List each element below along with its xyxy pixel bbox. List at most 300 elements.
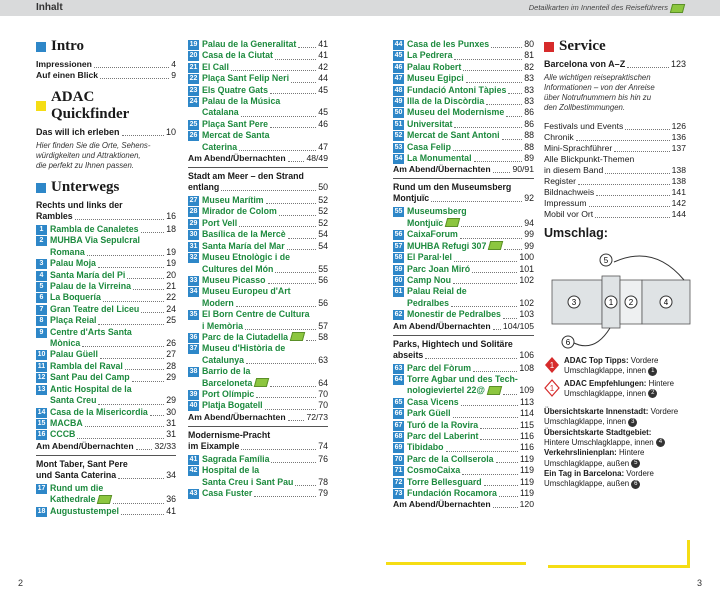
entry-body xyxy=(407,374,534,397)
legend-label: Verkehrslinienplan: xyxy=(544,448,617,458)
number-badge: 43 xyxy=(189,490,198,497)
entry-line xyxy=(202,275,328,286)
umschlag-title: Umschlag: xyxy=(544,226,608,240)
entry-body xyxy=(50,384,176,407)
entry-title: Universitat xyxy=(407,118,453,129)
entry-body xyxy=(407,252,534,263)
toc-title: Auf einen Blick xyxy=(36,70,99,80)
toc-row[interactable] xyxy=(544,176,686,187)
entry-title: Fundación Rocamora xyxy=(407,488,497,498)
toc-entry[interactable] xyxy=(393,488,534,499)
entry-line xyxy=(202,389,328,400)
legend-maps xyxy=(544,407,686,489)
entry-title: Tibidabo xyxy=(407,442,444,453)
toc-entry[interactable] xyxy=(393,397,534,408)
toc-entry[interactable] xyxy=(188,366,328,389)
toc-entry[interactable] xyxy=(188,488,328,499)
leader-dots xyxy=(287,249,317,250)
entry-title: i Memòria xyxy=(202,320,244,331)
toc-entry[interactable] xyxy=(188,309,328,332)
toc-entry[interactable] xyxy=(188,62,328,73)
entry-page: 57 xyxy=(318,320,328,331)
toc-entry[interactable] xyxy=(393,85,534,96)
toc-entry[interactable] xyxy=(393,477,534,488)
column-2 xyxy=(188,39,328,499)
toc-entry[interactable] xyxy=(393,206,534,229)
toc-page: 32/33 xyxy=(154,440,176,451)
leader-dots xyxy=(133,289,164,290)
leader-dots xyxy=(506,116,522,117)
entry-title: Parc del Fòrum xyxy=(407,362,472,373)
toc-row[interactable] xyxy=(36,211,176,222)
entry-page: 56 xyxy=(318,297,328,308)
entry-title: nologieviertel 22@ xyxy=(407,385,485,396)
toc-entry[interactable] xyxy=(36,372,176,383)
leader-dots xyxy=(265,409,317,410)
toc-entry[interactable] xyxy=(188,50,328,61)
entry-title: La Boquería xyxy=(50,292,101,303)
entry-title: La Monumental xyxy=(407,153,472,164)
legend-empfehlungen xyxy=(544,379,686,400)
entry-page: 82 xyxy=(524,61,534,72)
number-badge: 67 xyxy=(394,421,403,429)
toc-entry[interactable] xyxy=(393,408,534,419)
toc-page: 72/73 xyxy=(306,411,328,422)
number-badge: 27 xyxy=(189,197,198,205)
toc-entry[interactable] xyxy=(188,195,328,206)
entry-body xyxy=(202,389,328,400)
legend-text: Hintere xyxy=(619,448,645,458)
leader-dots xyxy=(425,358,517,359)
subsection-title: Parks, Hightech und Solitäre xyxy=(393,338,513,349)
toc-entry[interactable] xyxy=(188,73,328,84)
entry-line xyxy=(202,321,328,332)
entry-body xyxy=(202,119,328,130)
toc-entry[interactable] xyxy=(188,454,328,465)
toc-row[interactable] xyxy=(188,441,328,452)
toc-entry[interactable] xyxy=(393,465,534,476)
entry-title: Mirador de Colom xyxy=(202,206,277,217)
toc-entry[interactable] xyxy=(36,407,176,418)
toc-page: 141 xyxy=(671,187,686,197)
legend-text: Umschlagklappe, innen xyxy=(564,366,647,376)
cover-diagram xyxy=(544,242,694,354)
leader-dots xyxy=(98,404,164,405)
toc-entry[interactable] xyxy=(393,442,534,453)
section-quickfinder xyxy=(36,89,176,123)
toc-entry[interactable] xyxy=(393,39,534,50)
entry-line xyxy=(202,229,328,240)
toc-entry[interactable] xyxy=(393,96,534,107)
entry-line xyxy=(407,130,534,141)
number-badge: 4 xyxy=(36,271,47,281)
column-3 xyxy=(393,39,534,510)
leader-dots xyxy=(246,363,316,364)
leader-dots xyxy=(231,70,316,71)
number-badge: 6 xyxy=(36,293,47,303)
entry-title: El Paral·lel xyxy=(407,252,452,263)
entry-page: 25 xyxy=(166,315,176,326)
entry-body xyxy=(407,142,534,153)
toc-page: 4 xyxy=(171,59,176,69)
entry-page: 52 xyxy=(318,206,328,217)
number-badge: 7 xyxy=(36,305,47,315)
divider xyxy=(188,426,328,427)
entry-line xyxy=(202,206,328,217)
number-badge: 31 xyxy=(189,242,198,250)
toc-entry[interactable] xyxy=(36,270,176,281)
entry-title: Catalunya xyxy=(202,354,245,365)
toc-entry[interactable] xyxy=(188,119,328,130)
entry-title: MUHBA Refugi 307 xyxy=(407,240,487,251)
entry-page: 36 xyxy=(166,494,176,505)
toc-entry[interactable] xyxy=(36,281,176,292)
entry-title: Plaça Sant Felip Neri xyxy=(202,73,290,84)
header-note-text: Detailkarten im Innenteil des Reiseführers xyxy=(528,3,668,12)
entry-line xyxy=(50,235,176,246)
toc-entry[interactable] xyxy=(36,349,176,360)
toc-entry[interactable] xyxy=(36,361,176,372)
entry-page: 108 xyxy=(519,362,534,373)
toc-entry[interactable] xyxy=(188,465,328,488)
toc-entry[interactable] xyxy=(393,454,534,465)
legend-text: Vordere xyxy=(650,407,679,417)
leader-dots xyxy=(85,426,164,427)
toc-row[interactable] xyxy=(544,59,686,70)
entry-body xyxy=(50,315,176,326)
entry-line xyxy=(50,361,176,372)
entry-page: 102 xyxy=(519,274,534,285)
toc-row[interactable] xyxy=(36,441,176,452)
entry-page: 21 xyxy=(166,281,176,292)
leader-dots xyxy=(499,496,518,497)
toc-row[interactable] xyxy=(393,164,534,175)
toc-row[interactable] xyxy=(393,321,534,332)
number-badge: 24 xyxy=(189,98,198,106)
toc-entry[interactable] xyxy=(188,241,328,252)
entry-line xyxy=(50,407,176,418)
toc-entry[interactable] xyxy=(36,224,176,235)
number-badge: 30 xyxy=(189,231,198,239)
svg-text:1: 1 xyxy=(549,383,555,393)
entry-body xyxy=(407,153,534,164)
toc-entry[interactable] xyxy=(393,130,534,141)
toc-row[interactable] xyxy=(36,127,176,138)
toc-entry[interactable] xyxy=(393,264,534,275)
description-line: die perfekt zu Ihnen passen. xyxy=(36,161,134,170)
entry-title: Mercat de Santa xyxy=(202,130,270,141)
entry-line xyxy=(407,477,534,488)
toc-entry[interactable] xyxy=(36,429,176,440)
entry-page: 54 xyxy=(318,229,328,240)
leader-dots xyxy=(576,140,670,141)
toc-entry[interactable] xyxy=(393,374,534,397)
leader-dots xyxy=(605,173,669,174)
entry-title: Museu Marítim xyxy=(202,195,264,206)
entry-line xyxy=(407,107,534,118)
toc-entry[interactable] xyxy=(393,420,534,431)
entry-page: 94 xyxy=(524,217,534,228)
toc-title: abseits xyxy=(393,349,424,360)
section-square-icon xyxy=(36,101,46,111)
number-badge: 22 xyxy=(189,75,198,83)
entry-line xyxy=(50,338,176,349)
toc-row[interactable] xyxy=(544,154,686,165)
toc-row[interactable] xyxy=(188,182,328,193)
entry-title: Plaça Sant Pere xyxy=(202,118,269,129)
entry-title: Platja Bogatell xyxy=(202,400,263,411)
toc-page: 50 xyxy=(318,182,328,193)
leader-dots xyxy=(484,485,518,486)
toc-entry[interactable] xyxy=(188,332,328,343)
toc-entry[interactable] xyxy=(393,50,534,61)
entry-page: 70 xyxy=(318,388,328,399)
toc-entry[interactable] xyxy=(188,218,328,229)
toc-row[interactable] xyxy=(393,499,534,510)
toc-entry[interactable] xyxy=(36,483,176,506)
entry-title: Basílica de la Mercè xyxy=(202,229,286,240)
entry-title: Montjuïc xyxy=(407,217,444,228)
toc-entry[interactable] xyxy=(393,363,534,374)
leader-dots xyxy=(431,201,522,202)
toc-entry[interactable] xyxy=(393,241,534,252)
entry-line xyxy=(50,315,176,326)
toc-title: im Eixample xyxy=(188,440,240,451)
entry-body xyxy=(202,332,328,343)
entry-title: Port Vell xyxy=(202,217,238,228)
toc-entry[interactable] xyxy=(36,235,176,258)
number-badge: 57 xyxy=(394,242,403,250)
entry-title: Sant Pau del Camp xyxy=(50,372,130,383)
entry-line xyxy=(202,454,328,465)
toc-entry[interactable] xyxy=(393,107,534,118)
entry-title: Camp Nou xyxy=(407,274,451,285)
entry-page: 19 xyxy=(166,258,176,269)
entry-line xyxy=(50,349,176,360)
entry-line xyxy=(202,241,328,252)
toc-entry[interactable] xyxy=(36,418,176,429)
entry-line xyxy=(407,397,534,408)
entry-body xyxy=(407,206,534,229)
toc-row[interactable] xyxy=(544,132,686,143)
toc-page: 120 xyxy=(519,499,534,510)
toc-entry[interactable] xyxy=(393,309,534,320)
toc-entry[interactable] xyxy=(36,304,176,315)
toc-row[interactable] xyxy=(544,198,686,209)
entry-body xyxy=(202,343,328,366)
entry-line xyxy=(407,153,534,164)
entry-page: 80 xyxy=(524,39,534,49)
toc-entry[interactable] xyxy=(393,286,534,309)
map-icon xyxy=(488,241,503,250)
leader-dots xyxy=(627,67,669,68)
leader-dots xyxy=(503,394,517,395)
toc-entry[interactable] xyxy=(393,73,534,84)
map-icon xyxy=(670,4,685,13)
leader-dots xyxy=(504,249,522,250)
toc-entry[interactable] xyxy=(393,119,534,130)
toc-entry[interactable] xyxy=(188,130,328,153)
number-badge: 1 xyxy=(36,225,47,235)
number-badge: 41 xyxy=(189,455,198,463)
entry-title: Turó de la Rovira xyxy=(407,419,479,430)
toc-entry[interactable] xyxy=(36,327,176,350)
toc-page: 123 xyxy=(670,59,686,69)
toc-page: 136 xyxy=(671,132,686,142)
toc-row[interactable] xyxy=(36,470,176,481)
section-title: Intro xyxy=(51,38,85,54)
entry-line xyxy=(407,39,534,50)
map-icon xyxy=(290,332,305,341)
leader-dots xyxy=(125,369,164,370)
entry-page: 31 xyxy=(166,429,176,440)
entry-title: Barceloneta xyxy=(202,377,253,388)
toc-entry[interactable] xyxy=(188,400,328,411)
leader-dots xyxy=(245,329,316,330)
entry-title: Museu d'Història de xyxy=(202,343,286,354)
toc-entry[interactable] xyxy=(188,85,328,96)
leader-dots xyxy=(480,439,518,440)
arrow-bottom xyxy=(572,328,610,346)
entry-body xyxy=(202,286,328,309)
toc-entry[interactable] xyxy=(188,252,328,275)
toc-row[interactable] xyxy=(188,412,328,423)
column-1 xyxy=(36,38,176,517)
entry-line xyxy=(50,418,176,429)
entry-title: Museumsberg xyxy=(407,206,467,217)
entry-page: 83 xyxy=(524,73,534,84)
toc-row[interactable] xyxy=(544,143,686,154)
entry-title: Torre Bellesguard xyxy=(407,476,482,487)
entry-title: Plaça Reial xyxy=(50,315,97,326)
toc-entry[interactable] xyxy=(36,506,176,517)
number-badge: 32 xyxy=(189,254,198,262)
toc-entry[interactable] xyxy=(188,229,328,240)
toc-row[interactable] xyxy=(544,209,686,220)
toc-entry[interactable] xyxy=(188,275,328,286)
number-badge: 23 xyxy=(189,86,198,94)
entry-title: Antic Hospital de la xyxy=(50,383,132,394)
toc-row[interactable] xyxy=(393,350,534,361)
number-badge: 48 xyxy=(394,86,403,94)
entry-body xyxy=(202,241,328,252)
entry-line xyxy=(407,363,534,374)
entry-title: Port Olímpic xyxy=(202,388,255,399)
toc-entry[interactable] xyxy=(188,286,328,309)
toc-page: 126 xyxy=(671,121,686,131)
toc-title: Am Abend/Übernachten xyxy=(36,440,134,451)
toc-entry[interactable] xyxy=(188,389,328,400)
section-square-icon xyxy=(36,183,46,193)
toc-entry[interactable] xyxy=(188,39,328,50)
toc-entry[interactable] xyxy=(393,252,534,263)
toc-title: Am Abend/Übernachten xyxy=(393,499,491,510)
toc-row[interactable] xyxy=(544,187,686,198)
toc-page: 137 xyxy=(671,143,686,153)
entry-page: 24 xyxy=(166,303,176,314)
number-badge: 2 xyxy=(36,236,47,246)
leader-dots xyxy=(94,67,169,68)
toc-entry[interactable] xyxy=(188,343,328,366)
toc-entry[interactable] xyxy=(36,258,176,269)
entry-line xyxy=(407,264,534,275)
panel-label: 5 xyxy=(603,256,609,265)
toc-entry[interactable] xyxy=(36,315,176,326)
toc-entry[interactable] xyxy=(188,96,328,119)
entry-line xyxy=(407,275,534,286)
toc-entry[interactable] xyxy=(393,62,534,73)
entry-page: 47 xyxy=(318,141,328,152)
leader-dots xyxy=(291,82,316,83)
entry-line xyxy=(407,96,534,107)
entry-body xyxy=(407,50,534,61)
leader-dots xyxy=(127,278,164,279)
entry-line xyxy=(407,298,534,309)
entry-line xyxy=(407,85,534,96)
legend-label: Übersichtskarte Innenstadt: xyxy=(544,407,649,417)
number-badge: 54 xyxy=(394,155,403,163)
leader-dots xyxy=(496,462,518,463)
toc-row[interactable] xyxy=(188,153,328,164)
toc-page: 74 xyxy=(318,440,328,451)
toc-row[interactable] xyxy=(36,70,176,81)
entry-title: Rambla de Canaletes xyxy=(50,224,139,234)
entry-page: 100 xyxy=(519,252,534,263)
toc-entry[interactable] xyxy=(188,206,328,217)
entry-line xyxy=(202,85,328,96)
entry-page: 63 xyxy=(318,354,328,365)
section-square-icon xyxy=(36,42,46,52)
entry-body xyxy=(407,241,534,252)
entry-title: Santa María del Mar xyxy=(202,240,285,251)
toc-row[interactable] xyxy=(36,59,176,70)
leader-dots xyxy=(508,93,522,94)
toc-row[interactable] xyxy=(544,165,686,176)
entry-body xyxy=(407,363,534,374)
leader-dots xyxy=(77,438,164,439)
number-badge: 47 xyxy=(394,75,403,83)
toc-row[interactable] xyxy=(544,121,686,132)
leader-dots xyxy=(461,405,518,406)
entry-body xyxy=(50,349,176,360)
toc-entry[interactable] xyxy=(36,292,176,303)
leader-dots xyxy=(446,451,518,452)
entry-body xyxy=(407,477,534,488)
leader-dots xyxy=(241,449,316,450)
toc-entry[interactable] xyxy=(393,229,534,240)
toc-entry[interactable] xyxy=(36,384,176,407)
entry-title: MUHBA Via Sepulcral xyxy=(50,235,140,246)
toc-entry[interactable] xyxy=(393,275,534,286)
leader-dots xyxy=(589,206,670,207)
toc-entry[interactable] xyxy=(393,142,534,153)
entry-page: 83 xyxy=(524,96,534,107)
entry-page: 88 xyxy=(524,141,534,152)
section-title: ADAC Quickfinder xyxy=(50,89,130,122)
entry-line xyxy=(407,229,534,240)
leader-dots xyxy=(270,93,316,94)
toc-row[interactable] xyxy=(393,193,534,204)
leader-dots xyxy=(454,261,517,262)
number-badge: 29 xyxy=(189,219,198,227)
toc-title: Bildnachweis xyxy=(544,187,595,197)
toc-entry[interactable] xyxy=(393,153,534,164)
recommendation-icon xyxy=(544,379,560,397)
entry-page: 41 xyxy=(318,39,328,49)
leader-dots xyxy=(295,485,316,486)
number-badge: 63 xyxy=(394,364,403,372)
toc-entry[interactable] xyxy=(393,431,534,442)
